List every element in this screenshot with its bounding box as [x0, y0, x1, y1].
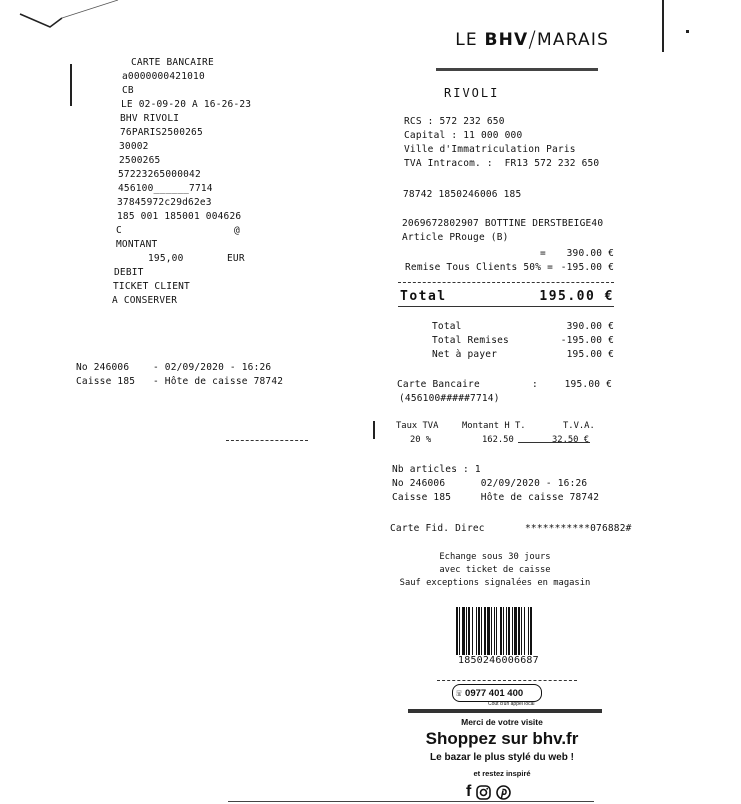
- slip-line: CARTE BANCAIRE: [131, 57, 214, 68]
- summary-block: [432, 320, 614, 362]
- tva-header-ht: Montant H T.: [462, 421, 526, 431]
- ticket-info: [392, 463, 599, 505]
- article: [402, 217, 603, 245]
- phone-number: 0977 401 400: [465, 687, 524, 699]
- company-line: Ville d'Immatriculation Paris: [404, 144, 576, 155]
- slip-line: TICKET CLIENT: [113, 281, 190, 292]
- barcode-bar: [472, 607, 473, 655]
- exchange-line: Sauf exceptions signalées en magasin: [399, 578, 591, 588]
- barcode-bar: [528, 607, 529, 655]
- slip-line: 30002: [119, 141, 149, 152]
- tagline: Le bazar le plus stylé du web !: [430, 752, 574, 763]
- stay-inspired: et restez inspiré: [473, 769, 531, 778]
- tva-header-tva: T.V.A.: [563, 421, 595, 431]
- slip-footer: [76, 361, 283, 389]
- card-slip: [100, 56, 300, 308]
- pinterest-icon[interactable]: [496, 785, 511, 800]
- slip-currency: EUR: [227, 253, 245, 264]
- summary-row: [432, 320, 614, 334]
- barcode-bar: [456, 607, 458, 655]
- barcode-bar: [521, 607, 522, 655]
- slip-line: CB: [122, 85, 134, 96]
- social-icons: [466, 784, 511, 800]
- ticket-no: No 246006 02/09/2020 - 16:26: [392, 478, 588, 489]
- summary-value: 195.00 €: [566, 349, 614, 360]
- thanks-text: Merci de votre visite: [461, 717, 543, 727]
- shop-online: Shoppez sur bhv.fr: [425, 729, 579, 748]
- company-line: TVA Intracom. : FR13 572 232 650: [404, 158, 600, 169]
- barcode-bar: [494, 607, 495, 655]
- company-info: [404, 115, 599, 171]
- phone-badge: [452, 684, 542, 702]
- summary-row: [432, 334, 614, 348]
- barcode-bar: [459, 607, 460, 655]
- barcode-bar: [484, 607, 486, 655]
- ticket-caisse: Caisse 185 Hôte de caisse 78742: [392, 492, 600, 503]
- barcode-bar: [481, 607, 482, 655]
- phone-icon: ☏: [456, 687, 463, 699]
- company-line: Capital : 11 000 000: [404, 130, 523, 141]
- barcode-bar: [478, 607, 480, 655]
- tva-ht: 162.50: [482, 435, 514, 445]
- dark-band: [408, 709, 602, 713]
- store-name: RIVOLI: [444, 86, 500, 100]
- bottom-rule: [228, 801, 594, 802]
- card-payment-value: 195.00 €: [564, 379, 612, 390]
- slip-line: 456100______7714: [118, 183, 213, 194]
- tva-header-rate: Taux TVA: [396, 421, 439, 431]
- exchange-line: Echange sous 30 jours: [439, 552, 551, 562]
- summary-label: Total: [432, 321, 462, 332]
- tva-rate: 20 %: [410, 435, 432, 445]
- tva-side-mark: [373, 421, 375, 439]
- barcode-bar: [530, 607, 532, 655]
- slip-footer-no: No 246006 - 02/09/2020 - 16:26: [76, 362, 272, 373]
- slip-line: 76PARIS2500265: [120, 127, 203, 138]
- slip-line: 185 001 185001 004626: [117, 211, 242, 222]
- barcode-bar: [500, 607, 502, 655]
- tva-underline: [518, 442, 590, 443]
- scan-corner-mark: [0, 0, 120, 40]
- slip-line: C: [116, 225, 122, 236]
- barcode-bar: [503, 607, 504, 655]
- phone-note: Coût d'un appel local: [488, 701, 535, 707]
- exchange-line: avec ticket de caisse: [439, 565, 551, 575]
- slip-line: a0000000421010: [122, 71, 205, 82]
- barcode-bar: [506, 607, 507, 655]
- slip-line: DEBIT: [114, 267, 144, 278]
- header-rule: [436, 68, 598, 71]
- slip-line: 57223265000042: [118, 169, 201, 180]
- brand-logo: LE BHV/MARAIS: [455, 28, 610, 53]
- article-line: 2069672802907 BOTTINE DERSTBEIGE40: [402, 218, 604, 229]
- barcode-bar: [466, 607, 467, 655]
- fidelity-number: ***********076882#: [525, 523, 632, 534]
- total-underline: [398, 306, 614, 307]
- slip-divider: [226, 440, 308, 441]
- barcode-bar: [468, 607, 470, 655]
- summary-value: 390.00 €: [566, 321, 614, 332]
- scan-right-dot: [686, 30, 689, 33]
- barcode-bar: [487, 607, 490, 655]
- article-price: 390.00 €: [566, 248, 614, 259]
- fidelity-label: Carte Fid. Direc: [390, 523, 485, 534]
- discount-value: -195.00 €: [560, 262, 614, 273]
- slip-line: 37845972c29d62e3: [117, 197, 212, 208]
- scan-right-bar: [662, 0, 664, 52]
- total-divider: [398, 282, 614, 283]
- summary-label: Total Remises: [432, 335, 509, 346]
- slip-line: A CONSERVER: [112, 295, 178, 306]
- card-payment-label: Carte Bancaire: [397, 379, 480, 390]
- slip-c-suffix: @: [234, 225, 240, 236]
- barcode-bar: [514, 607, 517, 655]
- barcode-bar: [462, 607, 465, 655]
- barcode-bar: [491, 607, 492, 655]
- barcode-bar: [524, 607, 525, 655]
- phone-rule: [437, 680, 577, 681]
- exchange-policy: [380, 551, 610, 590]
- barcode-bar: [512, 607, 513, 655]
- summary-label: Net à payer: [432, 349, 498, 360]
- summary-value: -195.00 €: [560, 335, 614, 346]
- barcode-bar: [476, 607, 477, 655]
- tva-amount: 32.50 €: [552, 435, 590, 445]
- slip-line: BHV RIVOLI: [120, 113, 180, 124]
- discount-label: Remise Tous Clients 50% =: [405, 262, 553, 273]
- reference-line: 78742 1850246006 185: [403, 189, 522, 200]
- barcode: [456, 607, 548, 655]
- slip-line: LE 02-09-20 A 16-26-23: [121, 99, 252, 110]
- article-category: Article PRouge (B): [402, 232, 509, 243]
- barcode-bar: [508, 607, 510, 655]
- total-label: Total: [400, 289, 447, 304]
- company-line: RCS : 572 232 650: [404, 116, 505, 127]
- price-equals: =: [540, 248, 546, 259]
- card-payment-colon: :: [532, 379, 538, 390]
- instagram-icon[interactable]: [476, 785, 491, 800]
- summary-row: [432, 348, 614, 362]
- slip-amount: 195,00: [148, 253, 184, 264]
- scan-left-bar: [70, 64, 72, 106]
- nb-articles: Nb articles : 1: [392, 464, 481, 475]
- facebook-icon[interactable]: f: [466, 783, 472, 800]
- card-number: (456100#####7714): [399, 393, 500, 404]
- barcode-bar: [518, 607, 520, 655]
- total-value: 195.00 €: [539, 289, 614, 304]
- barcode-bar: [496, 607, 497, 655]
- barcode-number: 1850246006687: [458, 655, 539, 666]
- slip-line: MONTANT: [116, 239, 158, 250]
- slip-footer-caisse: Caisse 185 - Hôte de caisse 78742: [76, 376, 284, 387]
- slip-line: 2500265: [119, 155, 161, 166]
